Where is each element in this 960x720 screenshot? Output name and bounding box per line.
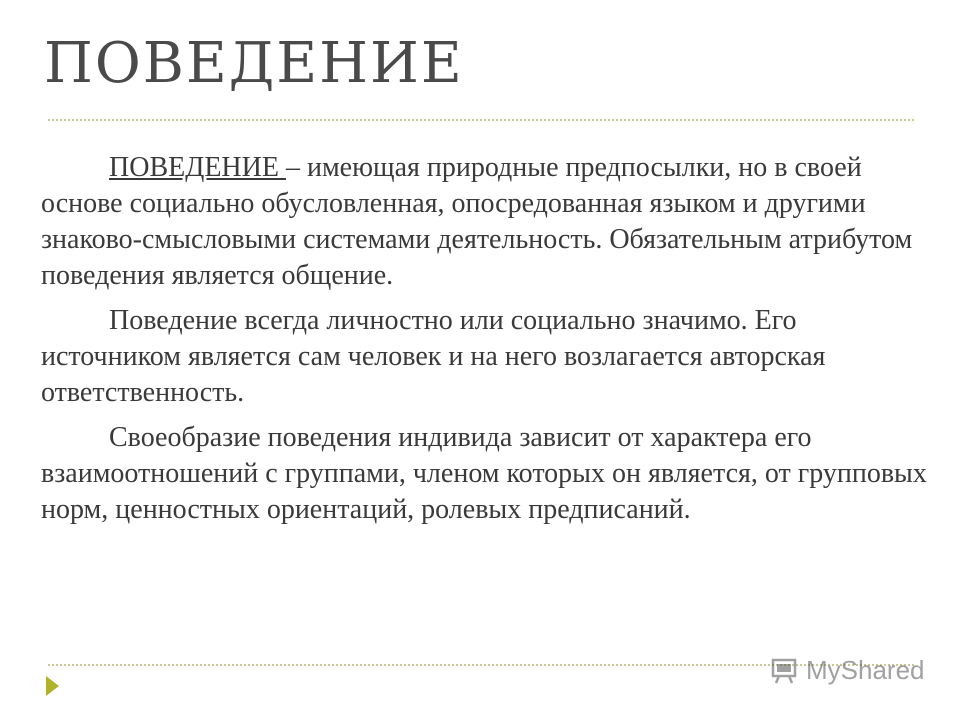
paragraph-definition (41, 150, 931, 294)
title-divider (48, 119, 914, 121)
paragraph-originality: Своеобразие поведения индивида зависит от характера его взаимоотношений с группами, членом которых он является, от групповых норм, ценностных ориентаций, ролевых предписаний. (41, 422, 927, 525)
triangle-right-icon (46, 676, 59, 696)
watermark (770, 655, 925, 686)
watermark-text: MyShared (806, 655, 925, 685)
presentation-board-icon (770, 657, 798, 685)
definition-text: – имеющая природные предпосылки, но в своей основе социально обусловленная, опосредованная языком и другими знаково-смысловыми системами деятельность. Обязательным атрибутом поведения является общение. (41, 152, 913, 291)
term-behavior: ПОВЕДЕНИЕ (109, 152, 286, 183)
paragraph-significance: Поведение всегда личностно или социально значимо. Его источником является сам человек и на него возлагается авторская ответственность. (41, 305, 826, 408)
slide-title: ПОВЕДЕНИЕ (44, 31, 464, 96)
slide-body (41, 150, 931, 537)
